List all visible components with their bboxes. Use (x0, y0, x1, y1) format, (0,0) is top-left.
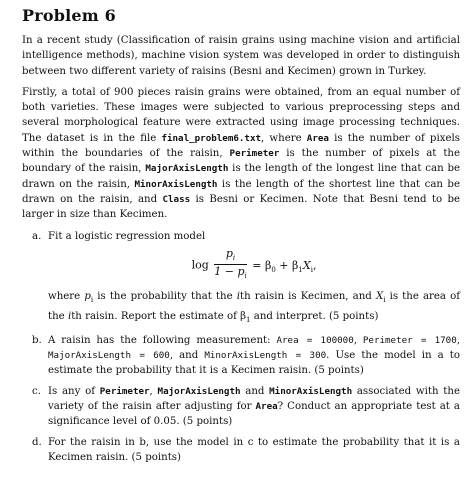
question-b (32, 333, 460, 379)
dataset-filename: final_problem6.txt (161, 132, 262, 144)
question-c (32, 384, 460, 430)
description-text: is the number of pixels within the boundaries of the raisin, (22, 132, 460, 160)
log-symbol: log (191, 258, 209, 272)
question-label: c. (32, 385, 41, 397)
description-text: is Besni or Kecimen. Note that Besni tend to be larger in size than Kecimen. (22, 193, 460, 221)
equation-rhs: = $\beta_0 + \beta_1X_i$, (252, 258, 317, 274)
question-a-lead (48, 229, 460, 244)
measurement-perimeter: Perimeter = 1700 (362, 334, 457, 346)
logistic-equation (48, 248, 460, 283)
description-text: is the length of the longest line that can be drawn on the raisin, (22, 163, 461, 190)
question-label: b. (32, 334, 42, 346)
question-c-body: Is any of Perimeter, MajorAxisLength and MinorAxisLength associated with the variety of the raisin after adjusting for Area? Conduct an appropriate test at a significance level of 0.05. (5 points) (48, 385, 460, 428)
problem-title: Problem 6 (22, 6, 117, 25)
measurement-area: Area = 100000 (276, 334, 354, 346)
description-text: is the number of pixels at the boundary of the raisin, (22, 148, 461, 175)
description-text: is the length of the shortest line that can be drawn on the raisin, and (22, 178, 460, 205)
question-a-body: where $p_i$ is the probability that the ith raisin is Kecimen, and $X_i$ is the area of the ith raisin. Report the estimate of $\beta_1$ and interpret. (5 points) (48, 291, 461, 324)
fraction-denominator: $1 - p_i$ (214, 265, 247, 281)
question-d (32, 435, 460, 466)
measurement-major-axis: MajorAxisLength = 600 (48, 350, 170, 362)
question-text: Fit a logistic regression model (48, 230, 206, 242)
variable-major-axis: MajorAxisLength (145, 163, 229, 175)
description-text: Firstly, a total of 900 pieces raisin grains were obtained, from an equal number of both varieties. These images were subjected to various preprocessing steps and several morphological feature were extracted using image processing techniques. The dataset is in the file (22, 86, 460, 144)
variable-perimeter: Perimeter (229, 148, 280, 160)
variable-minor-axis: MinorAxisLength (134, 178, 218, 190)
description-text: , where (261, 132, 307, 144)
variable-class: Class (162, 193, 191, 205)
question-label: a. (32, 230, 42, 242)
question-label: d. (32, 436, 42, 448)
variable-area: Area (306, 132, 329, 144)
measurement-minor-axis: MinorAxisLength = 300 (204, 350, 327, 362)
intro-text: In a recent study (Classification of raisin grains using machine vision and artificial intelligence methods), machine vision system was developed in order to distinguish between two different variety of raisins (Besni and Kecimen) grown in Turkey. (22, 35, 460, 77)
fraction-numerator: $p_i$ (214, 248, 247, 265)
variable-area: Area (255, 401, 278, 413)
variable-perimeter: Perimeter (99, 385, 150, 397)
intro-paragraph (22, 33, 460, 79)
description-paragraph (22, 85, 460, 223)
variable-minor-axis: MinorAxisLength (269, 385, 353, 397)
question-d-body: For the raisin in b, use the model in c to estimate the probability that it is a Kecimen raisin. (5 points) (48, 436, 460, 463)
variable-major-axis: MajorAxisLength (157, 385, 241, 397)
odds-fraction (214, 248, 247, 283)
question-a (32, 229, 461, 328)
question-b-body: A raisin has the following measurement: Area = 100000, Perimeter = 1700, MajorAxisLength = 600, and MinorAxisLength = 300. Use the model in a to estimate the probability that it is a Kecimen raisin. (5 points) (48, 334, 460, 377)
